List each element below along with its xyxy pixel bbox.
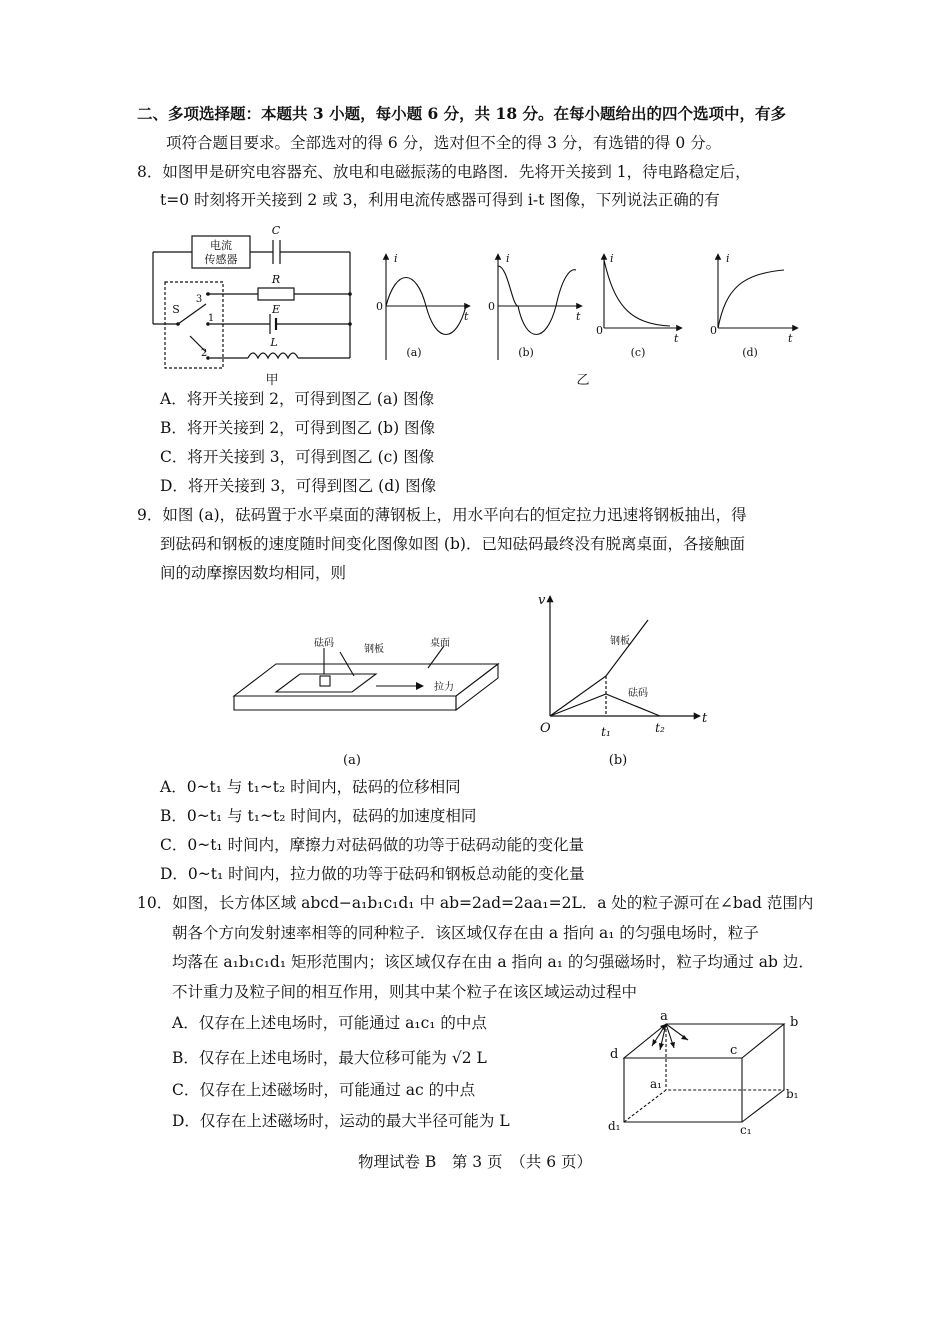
vertex-d: d <box>610 1047 619 1062</box>
label-L: L <box>270 336 278 349</box>
vertex-b1: b₁ <box>786 1087 799 1101</box>
q10-option-a: A．仅存在上述电场时，可能通过 a₁c₁ 的中点 <box>172 1014 487 1032</box>
q8-stem-line1: 8．如图甲是研究电容器充、放电和电磁振荡的电路图．先将开关接到 1，待电路稳定后， <box>137 163 751 181</box>
q9-figure-b <box>530 588 730 773</box>
vertex-c1: c₁ <box>740 1123 752 1137</box>
fig-b-caption: (b) <box>608 753 628 768</box>
switch-pos-1: 1 <box>207 313 215 324</box>
graph-a-caption: (a) <box>406 346 422 359</box>
switch-pos-2: 2 <box>200 348 208 359</box>
graph-a-t: t <box>464 310 469 323</box>
page-footer: 物理试卷 B 第 3 页 （共 6 页） <box>358 1153 592 1171</box>
q10-stem-line3: 均落在 a₁b₁c₁d₁ 矩形范围内；该区域仅存在由 a 指向 a₁ 的匀强磁场时，粒子均通过 ab 边． <box>172 953 814 971</box>
q8-option-d: D．将开关接到 3，可得到图乙 (d) 图像 <box>160 477 437 495</box>
label-plate: 钢板 <box>364 644 384 655</box>
q10-stem-line4: 不计重力及粒子间的相互作用，则其中某个粒子在该区域运动过程中 <box>172 983 638 1001</box>
vertex-a: a <box>660 1010 668 1024</box>
label-C: C <box>271 224 281 237</box>
q9-figure-a <box>228 630 508 770</box>
switch-pos-3: 3 <box>195 294 203 305</box>
graph-d-caption: (d) <box>742 346 758 359</box>
vertex-a1: a₁ <box>650 1077 662 1091</box>
label-R: R <box>271 273 281 286</box>
sensor-label-1: 电流 <box>210 239 232 252</box>
origin-O: O <box>540 721 551 736</box>
graph-c-zero: 0 <box>596 324 603 337</box>
graph-d-t: t <box>788 332 793 345</box>
graph-c-t: t <box>674 332 679 345</box>
q10-cuboid-diagram <box>604 1010 814 1140</box>
graphs-caption: 乙 <box>576 373 590 388</box>
q8-circuit-diagram <box>148 222 368 392</box>
vertex-b: b <box>790 1015 799 1030</box>
q10-stem-line2: 朝各个方向发射速率相等的同种粒子．该区域仅存在由 a 指向 a₁ 的匀强电场时，粒子 <box>172 924 759 942</box>
q8-stem-line2: t=0 时刻将开关接到 2 或 3，利用电流传感器可得到 i-t 图像，下列说法正确的有 <box>160 191 720 209</box>
q8-it-graphs <box>370 248 810 393</box>
q9-stem-line3: 间的动摩擦因数均相同，则 <box>160 564 347 582</box>
axis-t: t <box>702 711 708 726</box>
label-E: E <box>271 303 281 316</box>
q9-stem-line2: 到砝码和钢板的速度随时间变化图像如图 (b)．已知砝码最终没有脱离桌面，各接触面 <box>160 535 745 553</box>
q10-option-b: B．仅存在上述电场时，最大位移可能为 √2 L <box>172 1049 487 1067</box>
q9-option-a: A．0~t₁ 与 t₁~t₂ 时间内，砝码的位移相同 <box>160 778 461 796</box>
graph-d-zero: 0 <box>710 324 717 337</box>
graph-c-caption: (c) <box>630 346 646 359</box>
axis-v: v <box>538 593 546 608</box>
vertex-c: c <box>730 1043 738 1058</box>
tick-t1: t₁ <box>601 725 611 739</box>
q9-option-d: D．0~t₁ 时间内，拉力做的功等于砝码和钢板总动能的变化量 <box>160 865 585 883</box>
q9-option-b: B．0~t₁ 与 t₁~t₂ 时间内，砝码的加速度相同 <box>160 807 477 825</box>
q10-stem-line1: 10．如图，长方体区域 abcd−a₁b₁c₁d₁ 中 ab=2ad=2aa₁=2L．a 处的粒子源可在∠bad 范围内 <box>137 894 814 912</box>
line-label-plate: 钢板 <box>610 636 630 647</box>
q9-stem-line1: 9．如图 (a)，砝码置于水平桌面的薄钢板上，用水平向右的恒定拉力迅速将钢板抽出，得 <box>137 506 747 524</box>
q10-option-c: C．仅存在上述磁场时，可能通过 ac 的中点 <box>172 1081 476 1099</box>
q8-option-b: B．将开关接到 2，可得到图乙 (b) 图像 <box>160 419 436 437</box>
label-S: S <box>172 303 180 316</box>
label-force: 拉力 <box>434 682 454 693</box>
line-label-weight: 砝码 <box>628 688 648 699</box>
graph-a-i: i <box>394 252 398 265</box>
q8-option-a: A．将开关接到 2，可得到图乙 (a) 图像 <box>160 390 435 408</box>
tick-t2: t₂ <box>655 721 665 735</box>
graph-d-i: i <box>726 252 730 265</box>
q8-option-c: C．将开关接到 3，可得到图乙 (c) 图像 <box>160 448 435 466</box>
q9-option-c: C．0~t₁ 时间内，摩擦力对砝码做的功等于砝码动能的变化量 <box>160 836 585 854</box>
section-heading-line2: 项符合题目要求。全部选对的得 6 分，选对但不全的得 3 分，有选错的得 0 分。 <box>166 134 722 152</box>
label-table: 桌面 <box>430 638 450 649</box>
graph-b-zero: 0 <box>488 300 495 313</box>
label-weight: 砝码 <box>314 638 334 649</box>
graph-a-zero: 0 <box>376 300 383 313</box>
vertex-d1: d₁ <box>608 1119 621 1133</box>
sensor-label-2: 传感器 <box>204 253 238 266</box>
graph-b-t: t <box>576 310 581 323</box>
fig-a-caption: (a) <box>343 753 361 768</box>
graph-b-caption: (b) <box>518 346 534 359</box>
graph-b-i: i <box>506 252 510 265</box>
graph-c-i: i <box>610 252 614 265</box>
section-heading-line1: 二、多项选择题：本题共 3 小题，每小题 6 分，共 18 分。在每小题给出的四个选项中，有多 <box>137 104 787 123</box>
circuit-caption: 甲 <box>265 373 279 388</box>
q10-option-d: D．仅存在上述磁场时，运动的最大半径可能为 L <box>172 1112 510 1130</box>
